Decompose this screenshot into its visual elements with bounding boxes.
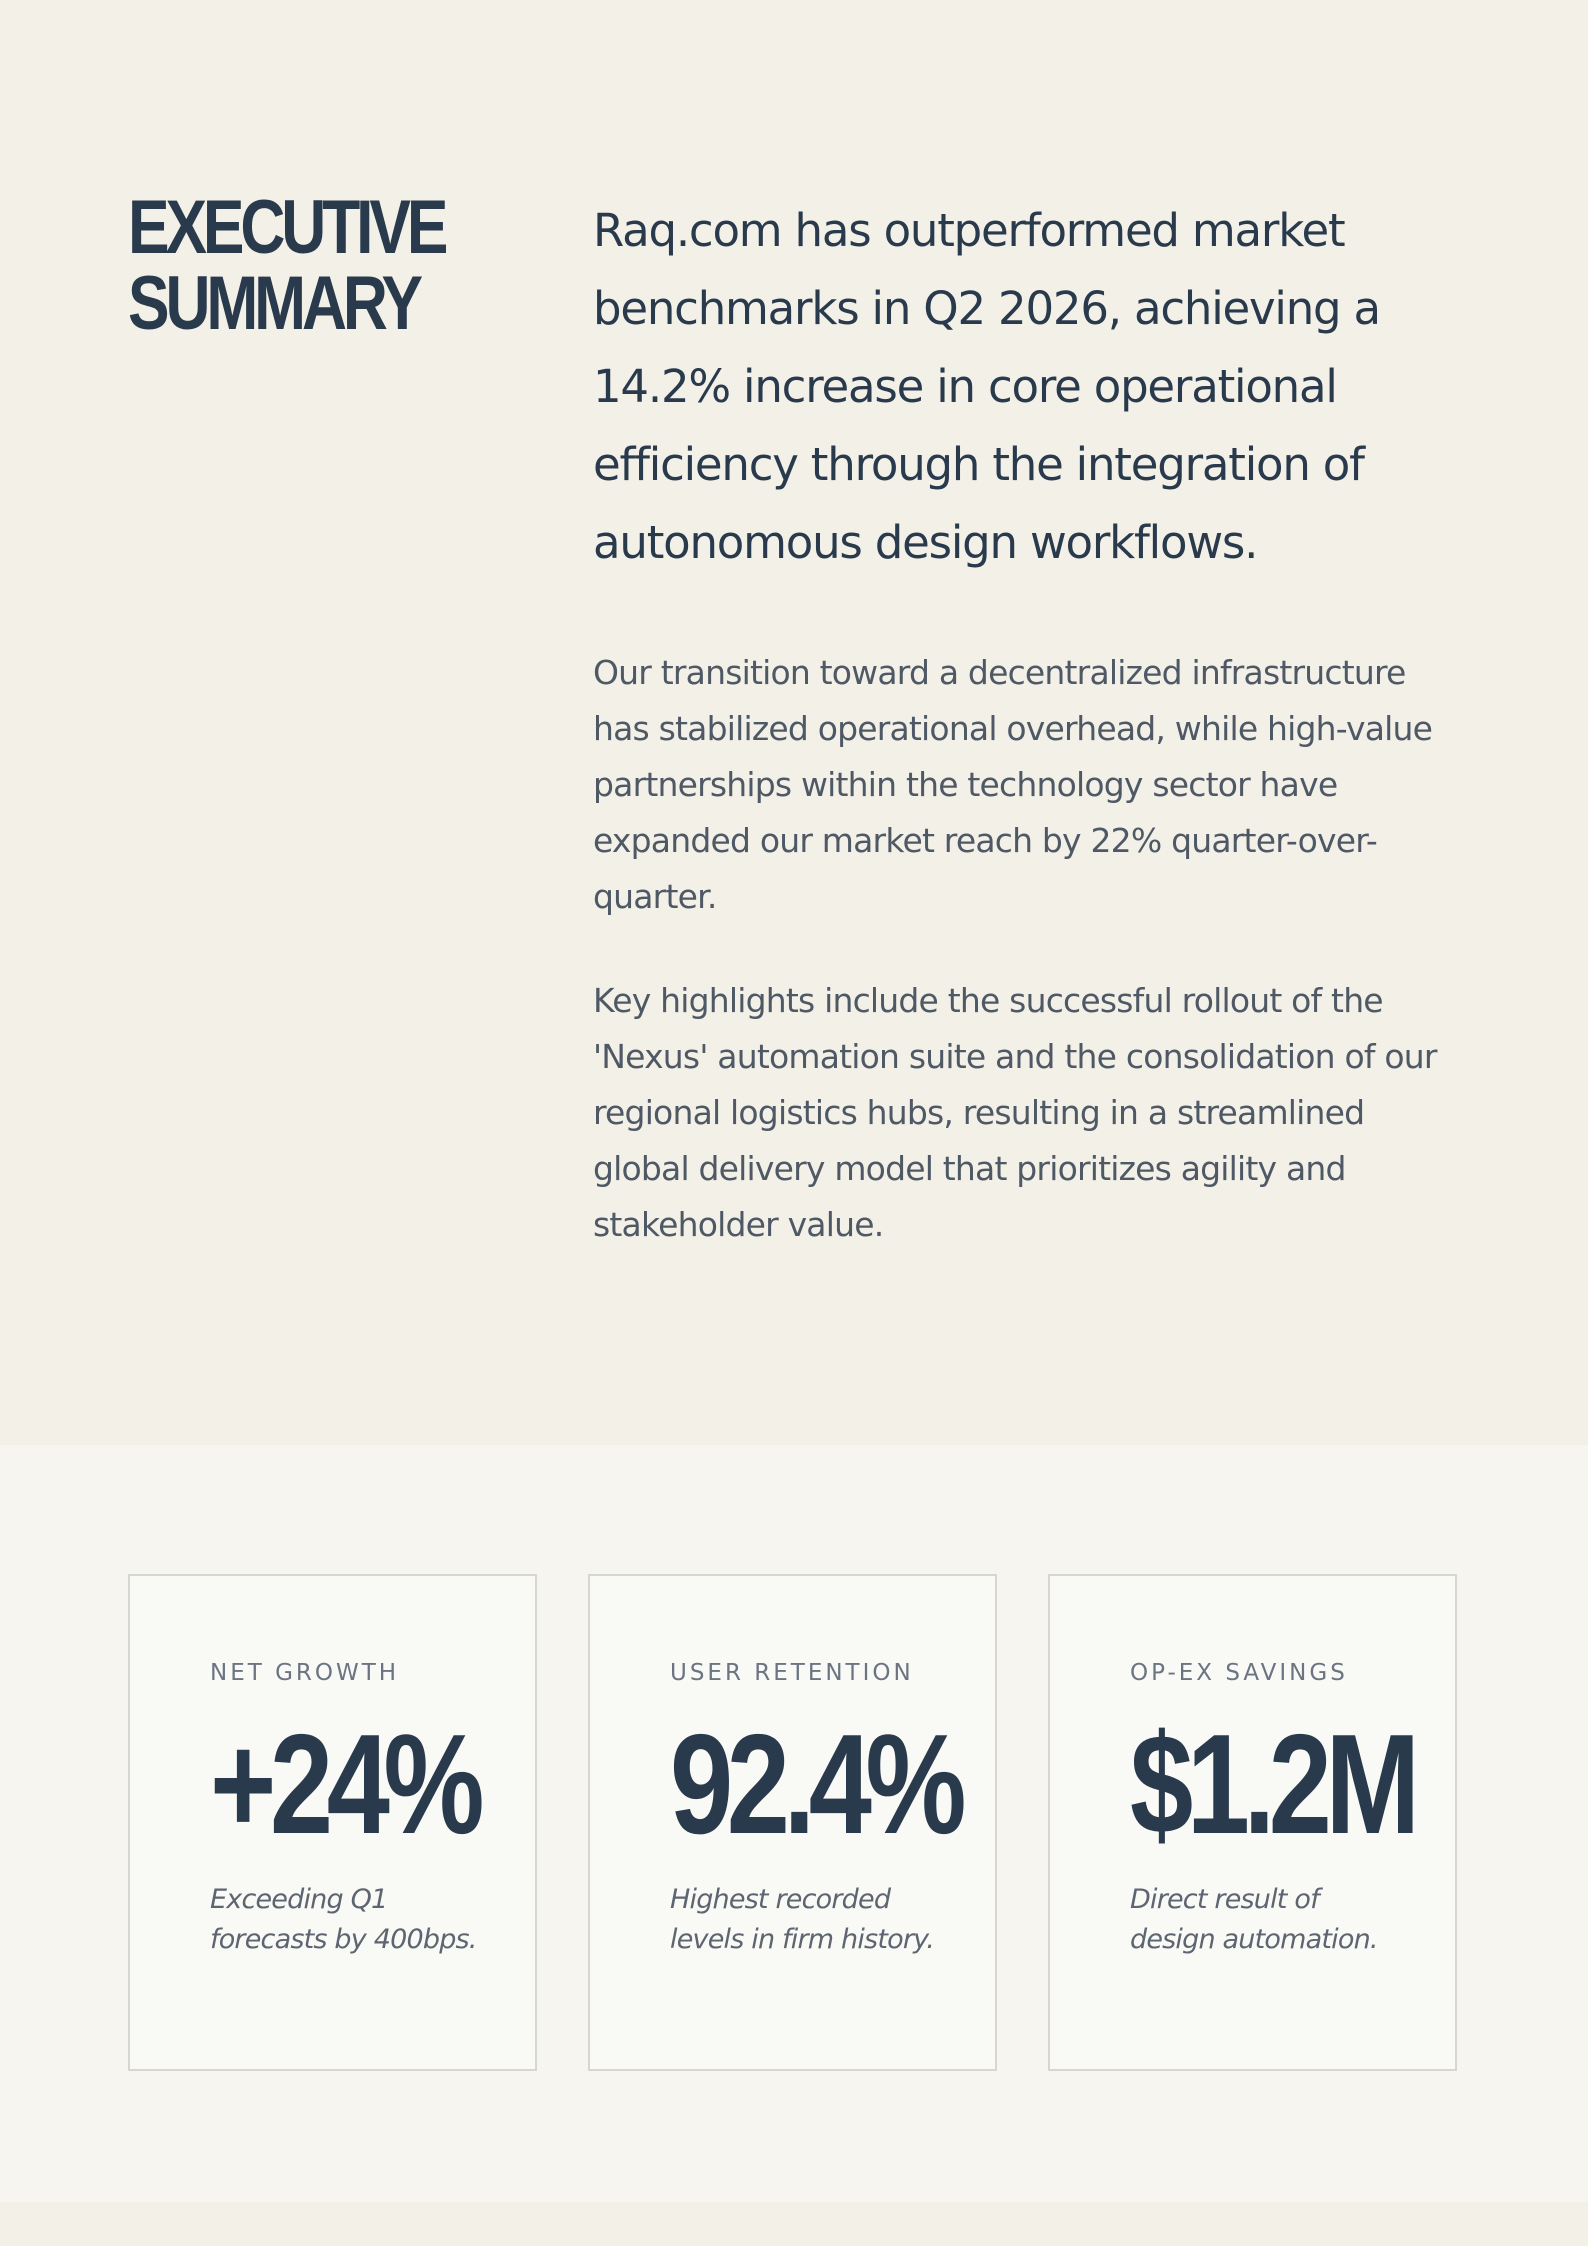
metric-value: 92.4% (670, 1705, 961, 1864)
lead-paragraph: Raq.com has outperformed market benchmarks in Q2 2026, achieving a 14.2% increase in core operational efficiency through the integration of autonomous design workflows. (593, 204, 1380, 569)
metric-note: Highest recorded levels in firm history. (670, 1884, 934, 1955)
metric-card-opex-savings (1048, 1574, 1457, 2071)
metric-value: +24% (210, 1705, 479, 1864)
metric-card-user-retention (588, 1574, 997, 2071)
metric-label: OP-EX SAVINGS (1130, 1660, 1348, 1686)
metric-note: Direct result of design automation. (1130, 1884, 1378, 1955)
metric-note: Exceeding Q1 forecasts by 400bps. (210, 1884, 477, 1955)
metric-value: $1.2M (1130, 1705, 1414, 1864)
metric-label: NET GROWTH (210, 1660, 400, 1686)
body-paragraph-highlights: Key highlights include the successful rollout of the 'Nexus' automation suite and the consolidation of our regional logistics hubs, resulting in a streamlined global delivery model that prioritizes agility and stakeholder value. (593, 981, 1437, 1244)
metrics-section (0, 1445, 1588, 2202)
metric-label: USER RETENTION (670, 1660, 914, 1686)
metric-card-net-growth (128, 1574, 537, 2071)
section-title: EXECUTIVE SUMMARY (128, 185, 445, 346)
body-paragraph-infrastructure: Our transition toward a decentralized infrastructure has stabilized operational overhead, while high-value partnerships within the technology sector have expanded our market reach by 22% quarter-over-quarter. (593, 653, 1433, 916)
